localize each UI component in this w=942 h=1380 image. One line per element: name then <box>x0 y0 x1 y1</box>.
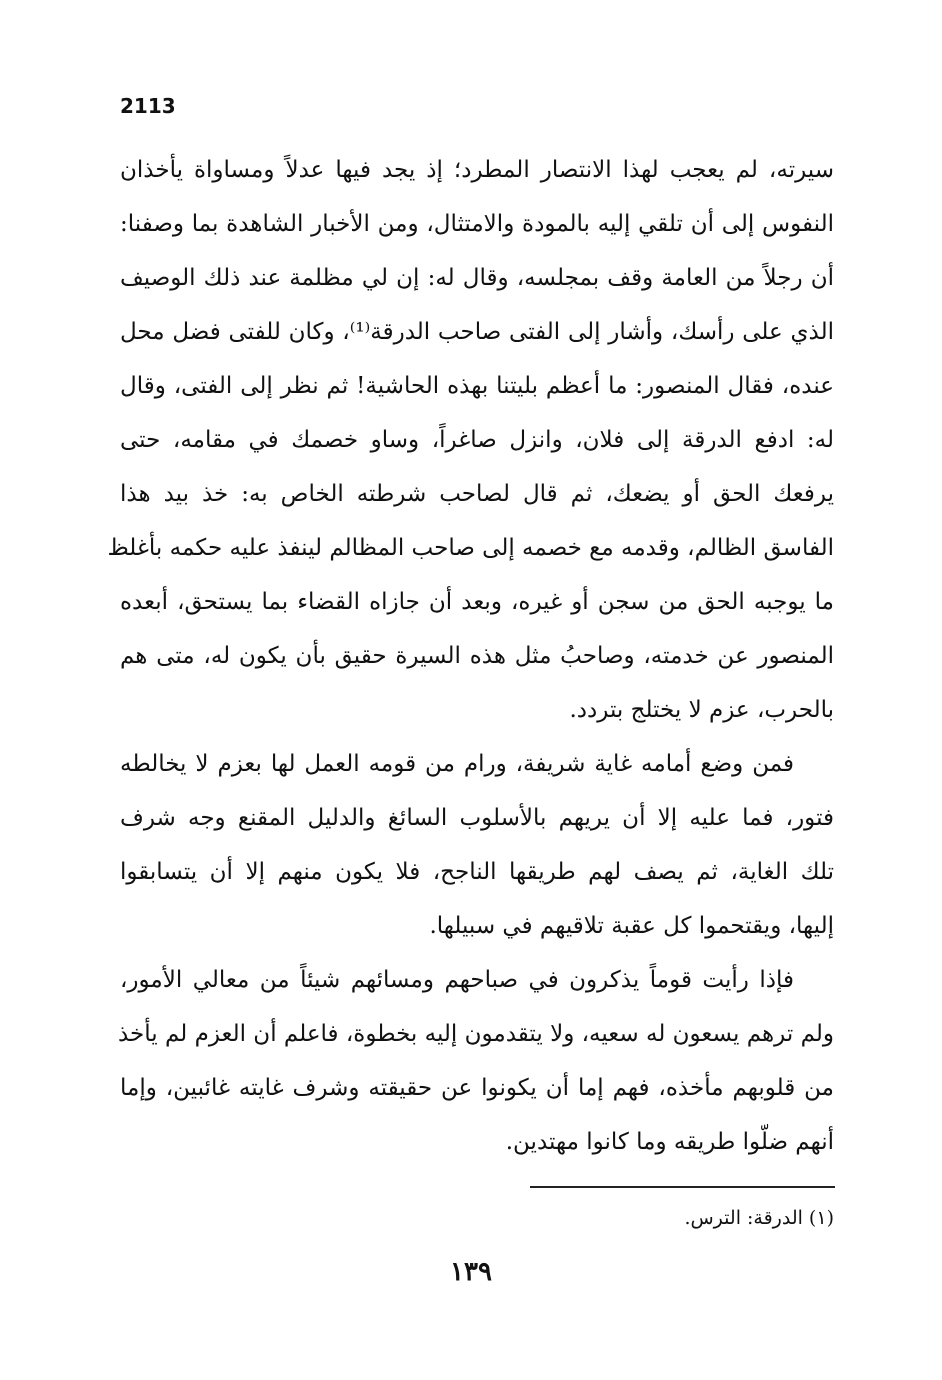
page-header-number: 2113 <box>120 94 176 118</box>
text-line: بالحرب، عزم لا يختلج بتردد. <box>569 697 834 723</box>
paragraph-3 <box>117 953 834 1169</box>
text-line: عنده، فقال المنصور: ما أعظم بليتنا بهذه الحاشية! ثم نظر إلى الفتى، وقال <box>120 373 834 399</box>
body-text <box>107 143 834 1169</box>
text-line: تلك الغاية، ثم يصف لهم طريقها الناجح، فلا يكون منهم إلا أن يتسابقوا <box>120 859 834 885</box>
text-line: ما يوجبه الحق من سجن أو غيره، وبعد أن جازاه القضاء بما يستحق، أبعده <box>120 589 834 615</box>
text-line: ولم ترهم يسعون له سعيه، ولا يتقدمون إليه بخطوة، فاعلم أن العزم لم يأخذ <box>117 1021 834 1047</box>
page-footer-number: ١٣٩ <box>450 1257 492 1287</box>
text-line: فتور، فما عليه إلا أن يريهم بالأسلوب السائغ والدليل المقنع وجه شرف <box>120 805 834 831</box>
text-line: سيرته، لم يعجب لهذا الانتصار المطرد؛ إذ يجد فيها عدلاً ومساواة يأخذان <box>120 157 834 183</box>
text-line: المنصور عن خدمته، وصاحبُ مثل هذه السيرة حقيق بأن يكون له، متى هم <box>120 643 834 669</box>
text-line: الذي على رأسك، وأشار إلى الفتى صاحب الدرقة⁽¹⁾، وكان للفتى فضل محل <box>120 319 834 345</box>
text-line: فإذا رأيت قوماً يذكرون في صباحهم ومسائهم شيئاً من معالي الأمور، <box>120 967 794 993</box>
text-line: إليها، ويقتحموا كل عقبة تلاقيهم في سبيلها. <box>429 913 834 939</box>
paragraph-2 <box>120 737 834 953</box>
text-line: الفاسق الظالم، وقدمه مع خصمه إلى صاحب المظالم لينفذ عليه حكمه بأغلظ <box>107 535 834 561</box>
text-line: فمن وضع أمامه غاية شريفة، ورام من قومه العمل لها بعزم لا يخالطه <box>120 751 794 777</box>
text-line: له: ادفع الدرقة إلى فلان، وانزل صاغراً، وساو خصمك في مقامه، حتى <box>120 427 834 453</box>
text-line: أن رجلاً من العامة وقف بمجلسه، وقال له: إن لي مظلمة عند ذلك الوصيف <box>120 265 834 291</box>
text-line: النفوس إلى أن تلقي إليه بالمودة والامتثال، ومن الأخبار الشاهدة بما وصفنا: <box>120 211 834 237</box>
footnote-separator <box>530 1186 835 1188</box>
text-line: يرفعك الحق أو يضعك، ثم قال لصاحب شرطته الخاص به: خذ بيد هذا <box>120 481 834 507</box>
paragraph-1 <box>107 143 834 737</box>
text-line: من قلوبهم مأخذه، فهم إما أن يكونوا عن حقيقته وشرف غايته غائبين، وإما <box>120 1075 834 1101</box>
text-line: أنهم ضلّوا طريقه وما كانوا مهتدين. <box>505 1129 834 1155</box>
footnote: (١) الدرقة: الترس. <box>684 1207 834 1229</box>
